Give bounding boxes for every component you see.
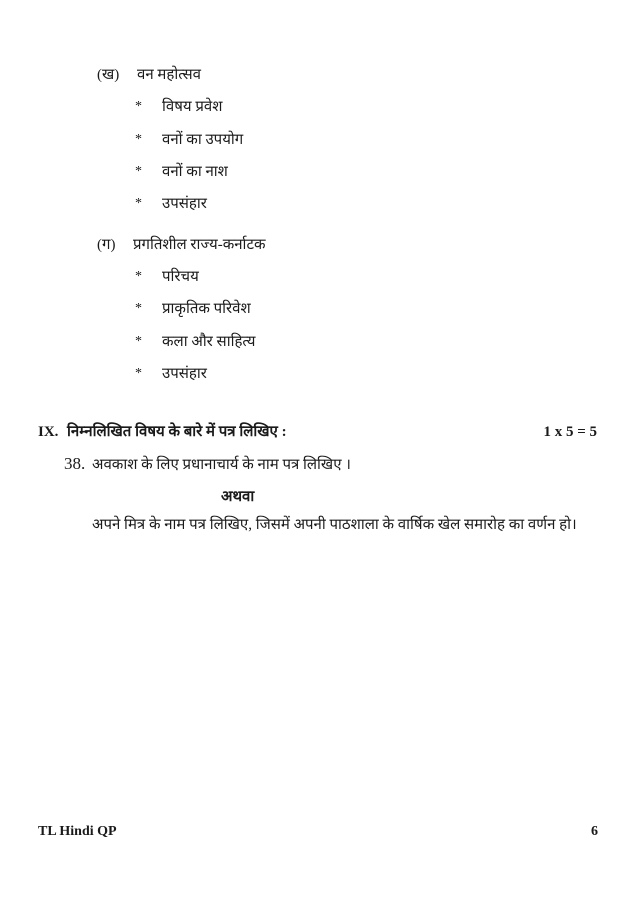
bullet: * <box>135 334 142 349</box>
section-title: वन महोत्सव <box>137 67 202 83</box>
bullet: * <box>135 132 142 147</box>
or-label: अथवा <box>221 489 255 505</box>
alt-text: अपने मित्र के नाम पत्र लिखिए, जिसमें अपनी पाठशाला के वार्षिक खेल समारोह का वर्णन हो। <box>92 517 577 533</box>
footer-title: TL Hindi QP <box>38 824 117 839</box>
bullet: * <box>135 366 142 381</box>
list-item: उपसंहार <box>162 196 207 212</box>
list-item: विषय प्रवेश <box>162 99 223 115</box>
bullet: * <box>135 301 142 316</box>
bullet: * <box>135 196 142 211</box>
bullet: * <box>135 99 142 114</box>
section-title: प्रगतिशील राज्य-कर्नाटक <box>133 237 266 253</box>
list-item: कला और साहित्य <box>162 334 256 350</box>
question-heading: निम्नलिखित विषय के बारे में पत्र लिखिए : <box>67 424 287 440</box>
bullet: * <box>135 164 142 179</box>
page-number: 6 <box>591 824 598 839</box>
list-item: वनों का उपयोग <box>162 132 244 148</box>
bullet: * <box>135 269 142 284</box>
q-number: 38. <box>64 454 86 473</box>
list-item: उपसंहार <box>162 366 207 382</box>
section-label: (ग) <box>97 237 116 253</box>
list-item: वनों का नाश <box>162 164 228 180</box>
section-label: (ख) <box>97 67 120 83</box>
marks: 1 x 5 = 5 <box>543 424 597 440</box>
list-item: परिचय <box>162 269 199 285</box>
question-number: IX. <box>38 424 59 440</box>
q-text: अवकाश के लिए प्रधानाचार्य के नाम पत्र लिखिए । <box>92 457 351 473</box>
list-item: प्राकृतिक परिवेश <box>162 301 251 317</box>
